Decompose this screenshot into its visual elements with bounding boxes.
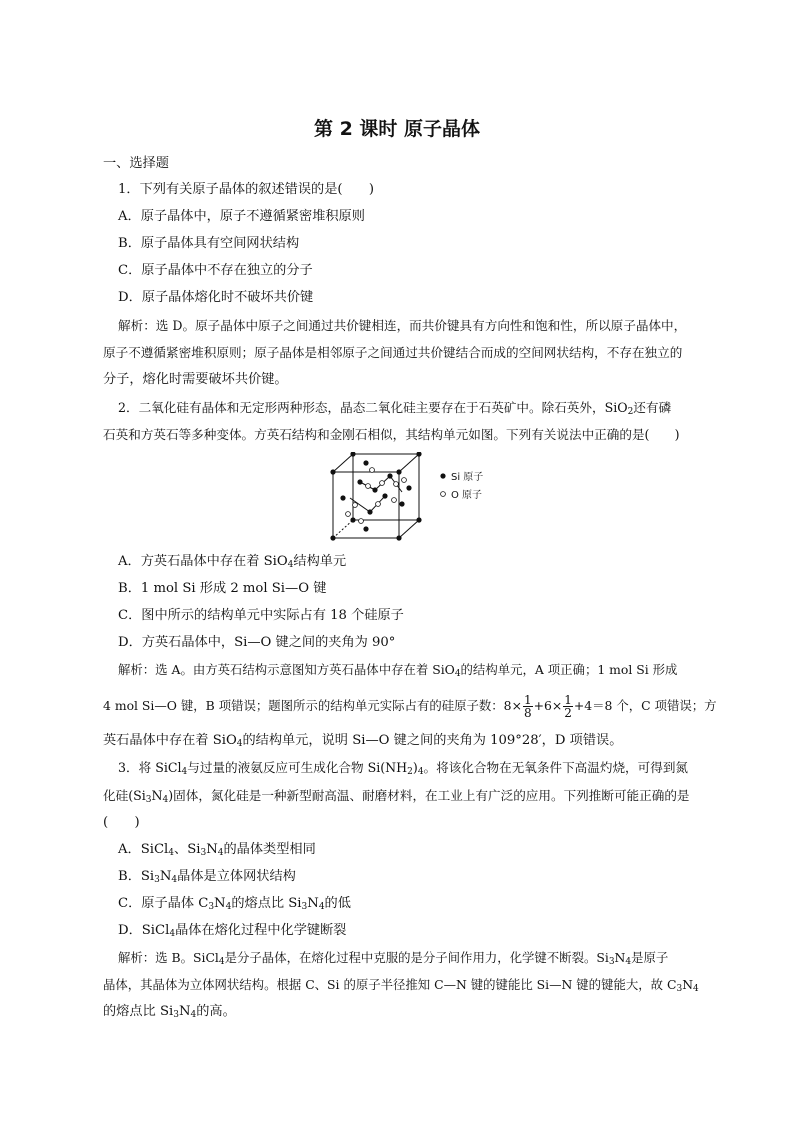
q2-analysis-line1: 解析：选 A。由方英石结构示意图知方英石晶体中存在着 SiO$_4$的结构单元，A 项正确；1 mol Si 形成	[118, 662, 678, 679]
q2-stem-line1: 2．二氧化硅有晶体和无定形两种形态，晶态二氧化硅主要存在于石英矿中。除石英外，SiO$_2$还有磷	[118, 400, 672, 417]
si-atom	[406, 485, 411, 490]
o-atom	[370, 468, 375, 473]
o-atom	[392, 498, 397, 503]
q1-analysis-line3: 分子，熔化时需要破坏共价键。	[103, 372, 288, 387]
q2-stem-line2: 石英和方英石等多种变体。方英石结构和金刚石相似，其结构单元如图。下列有关说法中正确的是( )	[103, 427, 680, 442]
si-atom	[363, 460, 368, 465]
legend-si-marker	[440, 473, 445, 478]
q3-stem-line2: 化硅$(Si_3N_4)$固体，氮化硅是一种新型耐高温、耐磨材料，在工业上有广泛的应用。下列推断可能正确的是	[103, 788, 690, 805]
q1-option-d: D．原子晶体熔化时不破坏共价键	[118, 290, 314, 305]
q3-stem-line3: ( )	[103, 815, 140, 830]
q3-option-d: D．SiCl$_4$晶体在熔化过程中化学键断裂	[118, 923, 347, 939]
q2-option-b: B．1 mol Si 形成 2 mol Si—O 键	[118, 581, 327, 596]
fraction-one-eighth: $\frac{1}{8}$	[523, 693, 532, 720]
o-atom	[353, 503, 358, 508]
o-atom	[380, 481, 385, 486]
o-atom	[346, 512, 351, 517]
si-atom	[399, 501, 404, 506]
q2-option-c: C．图中所示的结构单元中实际占有 18 个硅原子	[118, 608, 404, 623]
o-atom	[402, 478, 407, 483]
si-atom	[396, 469, 401, 474]
si-atom	[396, 535, 401, 540]
q3-stem-line1: 3．将 SiCl$_4$与过量的液氨反应可生成化合物 $Si(NH_2)_4$。将该化合物在无氧条件下高温灼烧，可得到氮	[118, 760, 689, 777]
q1-stem: 1．下列有关原子晶体的叙述错误的是( )	[118, 182, 375, 197]
o-atom	[394, 482, 399, 487]
q2-analysis-line3: 英石晶体中存在着 SiO$_4$的结构单元，说明 Si—O 键之间的夹角为 109°28′，D 项错误。	[103, 733, 623, 749]
si-atom	[416, 517, 421, 522]
q1-analysis-line1: 解析：选 D。原子晶体中原子之间通过共价键相连，而共价键具有方向性和饱和性，所以原子晶体中，	[118, 318, 687, 333]
page-title: 第 2 课时 原子晶体	[313, 118, 481, 140]
q2-option-a: A．方英石晶体中存在着 SiO$_4$结构单元	[118, 554, 347, 570]
o-atom	[376, 502, 381, 507]
si-atom	[330, 535, 335, 540]
q2-option-d: D．方英石晶体中，Si—O 键之间的夹角为 90°	[118, 635, 396, 650]
section-heading: 一、选择题	[103, 156, 169, 171]
si-atom	[340, 495, 345, 500]
si-atom	[387, 473, 392, 478]
fraction-one-half: $\frac{1}{2}$	[564, 693, 572, 720]
fangyingshi-unit-cell-diagram	[330, 452, 500, 544]
si-atom	[330, 469, 335, 474]
q3-option-a: A．SiCl$_4$、$Si_3N_4$的晶体类型相同	[118, 842, 316, 858]
si-atom	[367, 509, 372, 514]
q1-option-c: C．原子晶体中不存在独立的分子	[118, 263, 313, 278]
q1-option-a: A．原子晶体中，原子不遵循紧密堆积原则	[118, 209, 365, 224]
o-atom	[359, 519, 364, 524]
o-atom	[366, 484, 371, 489]
si-atom	[350, 517, 355, 522]
legend-si-label: Si 原子	[451, 472, 484, 483]
q2-analysis-line2: 4 mol Si—O 键，B 项错误；题图所示的结构单元实际占有的硅原子数：8× $\frac{1}{8}$ +6× $\frac{1}{2}$ +4＝8 个，C 项错误；方	[103, 693, 717, 720]
q3-analysis-line3: 的熔点比 $Si_3N_4$的高。	[103, 1004, 236, 1020]
legend-o-marker	[441, 492, 446, 497]
si-atom	[357, 479, 362, 484]
q1-analysis-line2: 原子不遵循紧密堆积原则；原子晶体是相邻原子之间通过共价键结合而成的空间网状结构，不存在独立的	[103, 345, 683, 360]
q3-option-b: B．$Si_3N_4$晶体是立体网状结构	[118, 869, 296, 885]
q3-option-c: C．原子晶体 $C_3N_4$的熔点比 $Si_3N_4$的低	[118, 896, 351, 912]
si-atom	[372, 487, 377, 492]
legend-o-label: O 原子	[451, 490, 483, 501]
q1-option-b: B．原子晶体具有空间网状结构	[118, 236, 300, 251]
si-atom	[363, 526, 368, 531]
q3-analysis-line2: 晶体，其晶体为立体网状结构。根据 C、Si 的原子半径推知 C—N 键的键能比 Si—N 键的键能大，故 $C_3N_4$	[103, 977, 699, 994]
si-atom	[382, 493, 387, 498]
q3-analysis-line1: 解析：选 B。SiCl$_4$是分子晶体，在熔化过程中克服的是分子间作用力，化学键不断裂。$Si_3N_4$是原子	[118, 950, 669, 967]
